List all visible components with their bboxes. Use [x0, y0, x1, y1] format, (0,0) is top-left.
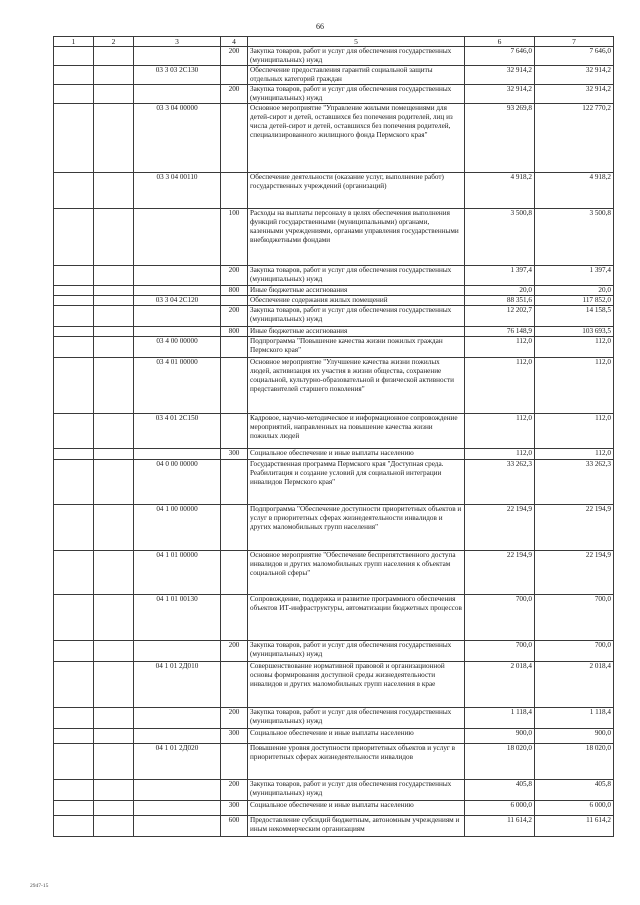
description-cell: Иные бюджетные ассигнования: [248, 327, 465, 337]
table-row: [54, 209, 614, 266]
amount-col6-cell: 11 614,2: [465, 816, 535, 837]
empty-cell: [94, 286, 134, 296]
empty-cell: [94, 296, 134, 306]
table-row: [54, 327, 614, 337]
amount-col6-cell: 6 000,0: [465, 801, 535, 816]
amount-col6-cell: 93 269,8: [465, 104, 535, 173]
expense-type-cell: [221, 173, 248, 209]
table-row: [54, 595, 614, 641]
empty-cell: [54, 266, 94, 286]
empty-cell: [94, 47, 134, 66]
empty-cell: [94, 414, 134, 449]
empty-cell: [54, 337, 94, 358]
expense-type-cell: 200: [221, 47, 248, 66]
description-cell: Социальное обеспечение и иные выплаты населению: [248, 801, 465, 816]
description-cell: Иные бюджетные ассигнования: [248, 286, 465, 296]
table-row: [54, 66, 614, 85]
empty-cell: [94, 641, 134, 662]
amount-col6-cell: 22 194,9: [465, 551, 535, 595]
expense-type-cell: [221, 296, 248, 306]
column-header: 4: [221, 37, 248, 47]
expense-type-cell: [221, 337, 248, 358]
empty-cell: [94, 306, 134, 327]
empty-cell: [54, 551, 94, 595]
description-cell: Основное мероприятие "Обеспечение беспрепятственного доступа инвалидов и других маломобильных групп населения к объектам социальной сферы": [248, 551, 465, 595]
description-cell: Закупка товаров, работ и услуг для обеспечения государственных (муниципальных) нужд: [248, 266, 465, 286]
amount-col7-cell: 900,0: [535, 729, 614, 744]
amount-col7-cell: 112,0: [535, 449, 614, 460]
empty-cell: [94, 173, 134, 209]
target-code-cell: 03 3 04 2С120: [134, 296, 221, 306]
description-cell: Предоставление субсидий бюджетным, автономным учреждениям и иным некоммерческим организациям: [248, 816, 465, 837]
description-cell: Сопровождение, поддержка и развитие программного обеспечения объектов ИТ-инфраструктуры, автоматизации бюджетных процессов: [248, 595, 465, 641]
empty-cell: [94, 801, 134, 816]
table-row: [54, 286, 614, 296]
empty-cell: [54, 286, 94, 296]
expense-type-cell: 100: [221, 209, 248, 266]
amount-col6-cell: 32 914,2: [465, 66, 535, 85]
table-row: [54, 816, 614, 837]
description-cell: Основное мероприятие "Управление жилыми помещениями для детей-сирот и детей, оставшихся без попечения родителей, лиц из числа детей-сирот и детей, оставшихся без попечения родителей, специализированного жилищного фонда Пермского края": [248, 104, 465, 173]
empty-cell: [94, 85, 134, 104]
target-code-cell: [134, 708, 221, 729]
footer-code: 2947-15: [30, 883, 49, 889]
target-code-cell: 04 1 01 2Д020: [134, 744, 221, 780]
table-row: [54, 729, 614, 744]
table-row: [54, 47, 614, 66]
amount-col7-cell: 4 918,2: [535, 173, 614, 209]
empty-cell: [54, 327, 94, 337]
amount-col7-cell: 112,0: [535, 337, 614, 358]
description-cell: Повышение уровня доступности приоритетных объектов и услуг в приоритетных сферах жизнедеятельности инвалидов: [248, 744, 465, 780]
amount-col6-cell: 700,0: [465, 595, 535, 641]
expense-type-cell: 200: [221, 708, 248, 729]
empty-cell: [54, 744, 94, 780]
target-code-cell: 04 1 00 00000: [134, 505, 221, 551]
amount-col6-cell: 33 262,3: [465, 460, 535, 505]
empty-cell: [54, 449, 94, 460]
empty-cell: [94, 595, 134, 641]
description-cell: Закупка товаров, работ и услуг для обеспечения государственных (муниципальных) нужд: [248, 641, 465, 662]
empty-cell: [94, 337, 134, 358]
target-code-cell: [134, 266, 221, 286]
expense-type-cell: [221, 414, 248, 449]
empty-cell: [94, 729, 134, 744]
amount-col7-cell: 117 852,0: [535, 296, 614, 306]
target-code-cell: 04 1 01 00130: [134, 595, 221, 641]
amount-col7-cell: 1 118,4: [535, 708, 614, 729]
table-row: [54, 266, 614, 286]
amount-col7-cell: 1 397,4: [535, 266, 614, 286]
amount-col7-cell: 32 914,2: [535, 85, 614, 104]
expense-type-cell: [221, 358, 248, 414]
table-row: [54, 173, 614, 209]
amount-col6-cell: 405,8: [465, 780, 535, 801]
empty-cell: [54, 209, 94, 266]
amount-col7-cell: 122 770,2: [535, 104, 614, 173]
description-cell: Закупка товаров, работ и услуг для обеспечения государственных (муниципальных) нужд: [248, 708, 465, 729]
target-code-cell: 03 3 04 00000: [134, 104, 221, 173]
expense-type-cell: [221, 744, 248, 780]
description-cell: Обеспечение деятельности (оказание услуг, выполнение работ) государственных учреждений (организаций): [248, 173, 465, 209]
description-cell: Совершенствование нормативной правовой и организационной основы формирования доступной среды жизнедеятельности инвалидов и других маломобильных групп населения в крае: [248, 662, 465, 708]
target-code-cell: 03 4 00 00000: [134, 337, 221, 358]
budget-table: [53, 36, 614, 837]
empty-cell: [54, 296, 94, 306]
empty-cell: [54, 641, 94, 662]
expense-type-cell: 800: [221, 286, 248, 296]
table-row: [54, 449, 614, 460]
amount-col7-cell: 20,0: [535, 286, 614, 296]
target-code-cell: [134, 729, 221, 744]
expense-type-cell: 300: [221, 729, 248, 744]
amount-col6-cell: 1 397,4: [465, 266, 535, 286]
amount-col7-cell: 112,0: [535, 414, 614, 449]
amount-col6-cell: 112,0: [465, 337, 535, 358]
target-code-cell: [134, 816, 221, 837]
amount-col6-cell: 1 118,4: [465, 708, 535, 729]
amount-col6-cell: 88 351,6: [465, 296, 535, 306]
column-header: 2: [94, 37, 134, 47]
empty-cell: [54, 66, 94, 85]
table-row: [54, 296, 614, 306]
amount-col7-cell: 18 020,0: [535, 744, 614, 780]
empty-cell: [94, 708, 134, 729]
target-code-cell: [134, 306, 221, 327]
empty-cell: [54, 505, 94, 551]
description-cell: Обеспечение предоставления гарантий социальной защиты отдельных категорий граждан: [248, 66, 465, 85]
description-cell: Расходы на выплаты персоналу в целях обеспечения выполнения функций государственными (муниципальными) органами, казенными учреждениями, органами управления государственными внебюджетными фондами: [248, 209, 465, 266]
expense-type-cell: 200: [221, 85, 248, 104]
amount-col7-cell: 700,0: [535, 595, 614, 641]
expense-type-cell: 300: [221, 801, 248, 816]
amount-col7-cell: 22 194,9: [535, 551, 614, 595]
column-header: 1: [54, 37, 94, 47]
empty-cell: [94, 66, 134, 85]
target-code-cell: [134, 327, 221, 337]
table-row: [54, 104, 614, 173]
amount-col6-cell: 22 194,9: [465, 505, 535, 551]
amount-col7-cell: 22 194,9: [535, 505, 614, 551]
description-cell: Обеспечение содержания жилых помещений: [248, 296, 465, 306]
amount-col7-cell: 103 693,5: [535, 327, 614, 337]
empty-cell: [54, 358, 94, 414]
column-number-row: [54, 37, 614, 47]
empty-cell: [54, 173, 94, 209]
amount-col6-cell: 112,0: [465, 358, 535, 414]
amount-col7-cell: 700,0: [535, 641, 614, 662]
table-row: [54, 460, 614, 505]
empty-cell: [94, 266, 134, 286]
target-code-cell: 03 4 01 00000: [134, 358, 221, 414]
description-cell: Закупка товаров, работ и услуг для обеспечения государственных (муниципальных) нужд: [248, 47, 465, 66]
table-row: [54, 551, 614, 595]
description-cell: Закупка товаров, работ и услуг для обеспечения государственных (муниципальных) нужд: [248, 85, 465, 104]
description-cell: Основное мероприятие "Улучшение качества жизни пожилых людей, активизация их участия в жизни общества, сохранение социальной, культурно-образовательной и физической активности представителей старшего поколения": [248, 358, 465, 414]
empty-cell: [54, 306, 94, 327]
table-body: [54, 47, 614, 837]
target-code-cell: 03 3 03 2С130: [134, 66, 221, 85]
table-row: [54, 744, 614, 780]
amount-col6-cell: 18 020,0: [465, 744, 535, 780]
table-row: [54, 358, 614, 414]
expense-type-cell: 200: [221, 780, 248, 801]
target-code-cell: [134, 449, 221, 460]
table-row: [54, 801, 614, 816]
table-row: [54, 505, 614, 551]
description-cell: Подпрограмма "Обеспечение доступности приоритетных объектов и услуг в приоритетных сферах жизнедеятельности инвалидов и других маломобильных групп населения": [248, 505, 465, 551]
expense-type-cell: [221, 595, 248, 641]
expense-type-cell: 300: [221, 449, 248, 460]
amount-col6-cell: 700,0: [465, 641, 535, 662]
empty-cell: [54, 47, 94, 66]
amount-col7-cell: 112,0: [535, 358, 614, 414]
amount-col7-cell: 33 262,3: [535, 460, 614, 505]
page-number: 66: [316, 22, 324, 31]
expense-type-cell: 200: [221, 306, 248, 327]
amount-col6-cell: 12 202,7: [465, 306, 535, 327]
expense-type-cell: 600: [221, 816, 248, 837]
amount-col7-cell: 2 018,4: [535, 662, 614, 708]
expense-type-cell: 200: [221, 266, 248, 286]
expense-type-cell: [221, 104, 248, 173]
description-cell: Кадровое, научно-методическое и информационное сопровождение мероприятий, направленных на повышение качества жизни пожилых людей: [248, 414, 465, 449]
description-cell: Подпрограмма "Повышение качества жизни пожилых граждан Пермского края": [248, 337, 465, 358]
empty-cell: [94, 449, 134, 460]
empty-cell: [54, 104, 94, 173]
empty-cell: [94, 744, 134, 780]
table-header: [54, 37, 614, 47]
table-row: [54, 337, 614, 358]
empty-cell: [54, 85, 94, 104]
target-code-cell: 04 1 01 00000: [134, 551, 221, 595]
empty-cell: [54, 801, 94, 816]
target-code-cell: [134, 286, 221, 296]
empty-cell: [94, 460, 134, 505]
target-code-cell: 04 0 00 00000: [134, 460, 221, 505]
expense-type-cell: [221, 460, 248, 505]
empty-cell: [54, 780, 94, 801]
expense-type-cell: 800: [221, 327, 248, 337]
empty-cell: [54, 708, 94, 729]
empty-cell: [94, 816, 134, 837]
target-code-cell: 04 1 01 2Д010: [134, 662, 221, 708]
table-row: [54, 414, 614, 449]
table-row: [54, 780, 614, 801]
amount-col7-cell: 14 158,5: [535, 306, 614, 327]
target-code-cell: 03 3 04 00110: [134, 173, 221, 209]
description-cell: Закупка товаров, работ и услуг для обеспечения государственных (муниципальных) нужд: [248, 780, 465, 801]
amount-col6-cell: 2 018,4: [465, 662, 535, 708]
amount-col6-cell: 900,0: [465, 729, 535, 744]
empty-cell: [54, 460, 94, 505]
target-code-cell: [134, 47, 221, 66]
table-row: [54, 708, 614, 729]
description-cell: Закупка товаров, работ и услуг для обеспечения государственных (муниципальных) нужд: [248, 306, 465, 327]
amount-col7-cell: 6 000,0: [535, 801, 614, 816]
empty-cell: [54, 662, 94, 708]
amount-col6-cell: 76 148,9: [465, 327, 535, 337]
column-header: 5: [248, 37, 465, 47]
amount-col6-cell: 32 914,2: [465, 85, 535, 104]
table-row: [54, 641, 614, 662]
empty-cell: [94, 104, 134, 173]
table-row: [54, 306, 614, 327]
expense-type-cell: [221, 505, 248, 551]
target-code-cell: [134, 641, 221, 662]
expense-type-cell: 200: [221, 641, 248, 662]
column-header: 7: [535, 37, 614, 47]
table-row: [54, 85, 614, 104]
description-cell: Социальное обеспечение и иные выплаты населению: [248, 449, 465, 460]
column-header: 3: [134, 37, 221, 47]
amount-col6-cell: 4 918,2: [465, 173, 535, 209]
amount-col6-cell: 20,0: [465, 286, 535, 296]
empty-cell: [94, 551, 134, 595]
expense-type-cell: [221, 551, 248, 595]
expense-type-cell: [221, 66, 248, 85]
empty-cell: [54, 816, 94, 837]
target-code-cell: [134, 780, 221, 801]
target-code-cell: 03 4 01 2С150: [134, 414, 221, 449]
amount-col6-cell: 112,0: [465, 449, 535, 460]
empty-cell: [54, 729, 94, 744]
column-header: 6: [465, 37, 535, 47]
empty-cell: [94, 327, 134, 337]
empty-cell: [54, 595, 94, 641]
description-cell: Государственная программа Пермского края "Доступная среда. Реабилитация и создание условий для социальной интеграции инвалидов Пермского края": [248, 460, 465, 505]
amount-col6-cell: 7 646,0: [465, 47, 535, 66]
amount-col7-cell: 11 614,2: [535, 816, 614, 837]
amount-col7-cell: 3 500,8: [535, 209, 614, 266]
empty-cell: [94, 505, 134, 551]
target-code-cell: [134, 801, 221, 816]
expense-type-cell: [221, 662, 248, 708]
target-code-cell: [134, 85, 221, 104]
amount-col6-cell: 3 500,8: [465, 209, 535, 266]
description-cell: Социальное обеспечение и иные выплаты населению: [248, 729, 465, 744]
amount-col7-cell: 405,8: [535, 780, 614, 801]
amount-col7-cell: 32 914,2: [535, 66, 614, 85]
empty-cell: [94, 780, 134, 801]
empty-cell: [94, 662, 134, 708]
empty-cell: [94, 209, 134, 266]
empty-cell: [94, 358, 134, 414]
table-row: [54, 662, 614, 708]
empty-cell: [54, 414, 94, 449]
target-code-cell: [134, 209, 221, 266]
amount-col7-cell: 7 646,0: [535, 47, 614, 66]
amount-col6-cell: 112,0: [465, 414, 535, 449]
